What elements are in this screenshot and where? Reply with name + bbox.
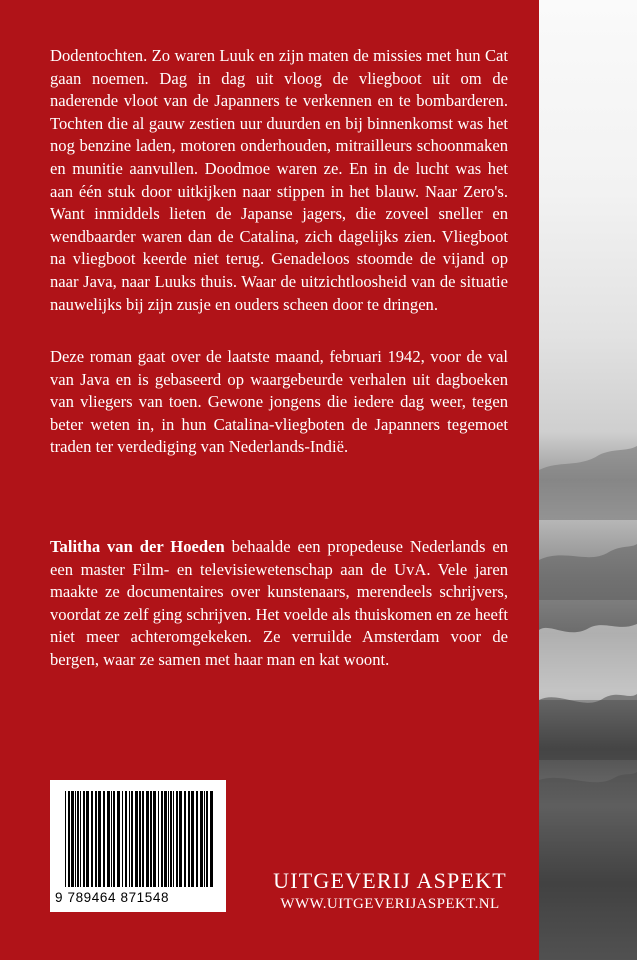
barcode-bar bbox=[68, 791, 70, 887]
barcode-bar bbox=[117, 791, 120, 887]
barcode-bar bbox=[135, 791, 138, 887]
barcode-bar bbox=[210, 791, 213, 887]
barcode-bar bbox=[125, 791, 127, 887]
barcode-bar bbox=[204, 791, 205, 887]
barcode-bar bbox=[150, 791, 152, 887]
barcode-bar bbox=[153, 791, 156, 887]
author-name: Talitha van der Hoeden bbox=[50, 537, 225, 556]
barcode-bar bbox=[113, 791, 115, 887]
cover-photo-strip bbox=[539, 0, 637, 960]
barcode-bar bbox=[91, 791, 93, 887]
barcode-bar bbox=[77, 791, 79, 887]
barcode-bar bbox=[71, 791, 74, 887]
barcode-bar bbox=[65, 791, 66, 887]
barcode-bar bbox=[179, 791, 182, 887]
author-bio bbox=[50, 536, 508, 672]
barcode-bar bbox=[161, 791, 163, 887]
barcode-bar bbox=[111, 791, 112, 887]
barcode-bar bbox=[103, 791, 105, 887]
barcode-bar bbox=[98, 791, 101, 887]
barcode-bar bbox=[184, 791, 186, 887]
barcode-bar bbox=[191, 791, 194, 887]
blurb-paragraph-2: Deze roman gaat over de laatste maand, februari 1942, voor de val van Java en is gebaseerd op waargebeurde verhalen uit dagboeken van vliegers van toen. Gewone jongens die iedere dag weer, tegen beter weten in, in hun Catalina-vliegboten de Japanners tegemoet traden ter verdediging van Nederlands-Indië. bbox=[50, 347, 508, 457]
barcode-bar bbox=[170, 791, 172, 887]
barcode-bar bbox=[129, 791, 130, 887]
isbn-digits: 9 789464 871548 bbox=[55, 890, 170, 905]
barcode-bar bbox=[176, 791, 178, 887]
barcode-bar bbox=[146, 791, 149, 887]
barcode-bar bbox=[107, 791, 110, 887]
blurb-paragraph-1: Dodentochten. Zo waren Luuk en zijn maten de missies met hun Cat gaan noemen. Dag in dag uit vloog de vliegboot uit om de naderende vloot van de Japanners te verkennen en te bombarderen. Tochten die al gauw zestien uur duurden en bij binnenkomst was het nog benzine laden, motoren onderhouden, mitrailleurs schoonmaken en munitie aanvullen. Doodmoe waren ze. En in de lucht was het aan één stuk door uitkijken naar stippen in het blauw. Naar Zero's. Want inmiddels lieten de Japanse jagers, die zoveel sneller en wendbaarder waren dan de Catalina, zich dagelijks zien. Vliegboot na vliegboot keerde niet terug. Genadeloos stoomde de vijand op naar Java, naar Luuks thuis. Waar de uitzichtloosheid van de situatie nauwelijks bij zijn zusje en ouders scheen door te dringen. bbox=[50, 46, 508, 314]
barcode-bar bbox=[122, 791, 123, 887]
publisher-url[interactable]: WWW.UITGEVERIJASPEKT.NL bbox=[280, 896, 500, 912]
barcode-bar bbox=[80, 791, 81, 887]
barcode-bar bbox=[83, 791, 85, 887]
barcode-bar bbox=[168, 791, 169, 887]
barcode-bar bbox=[86, 791, 89, 887]
barcode-bar bbox=[95, 791, 97, 887]
barcode-bar bbox=[139, 791, 141, 887]
barcode-bar bbox=[173, 791, 174, 887]
sky-and-sea-photo bbox=[539, 0, 637, 960]
barcode-bar bbox=[158, 791, 159, 887]
barcode-bar bbox=[164, 791, 167, 887]
barcode-bar bbox=[75, 791, 76, 887]
barcode-bar bbox=[206, 791, 208, 887]
publisher-block bbox=[260, 868, 520, 914]
barcode-bar bbox=[188, 791, 190, 887]
barcode-bar bbox=[131, 791, 133, 887]
author-bio-text: behaalde een propedeuse Nederlands en een master Film- en televisiewetenschap aan de UvA. Vele jaren maakte ze documentaires over kunstenaars, merendeels schrijvers, voordat ze zelf ging schrijven. Het voelde als thuiskomen en ze heeft niet meer achteromgekeken. Ze verruilde Amsterdam voor de bergen, waar ze samen met haar man en kat woont. bbox=[50, 537, 509, 669]
barcode-bar bbox=[200, 791, 203, 887]
barcode-bar bbox=[196, 791, 198, 887]
isbn-barcode bbox=[50, 780, 226, 912]
publisher-name: UITGEVERIJ ASPEKT bbox=[273, 868, 507, 893]
barcode-bar bbox=[142, 791, 144, 887]
